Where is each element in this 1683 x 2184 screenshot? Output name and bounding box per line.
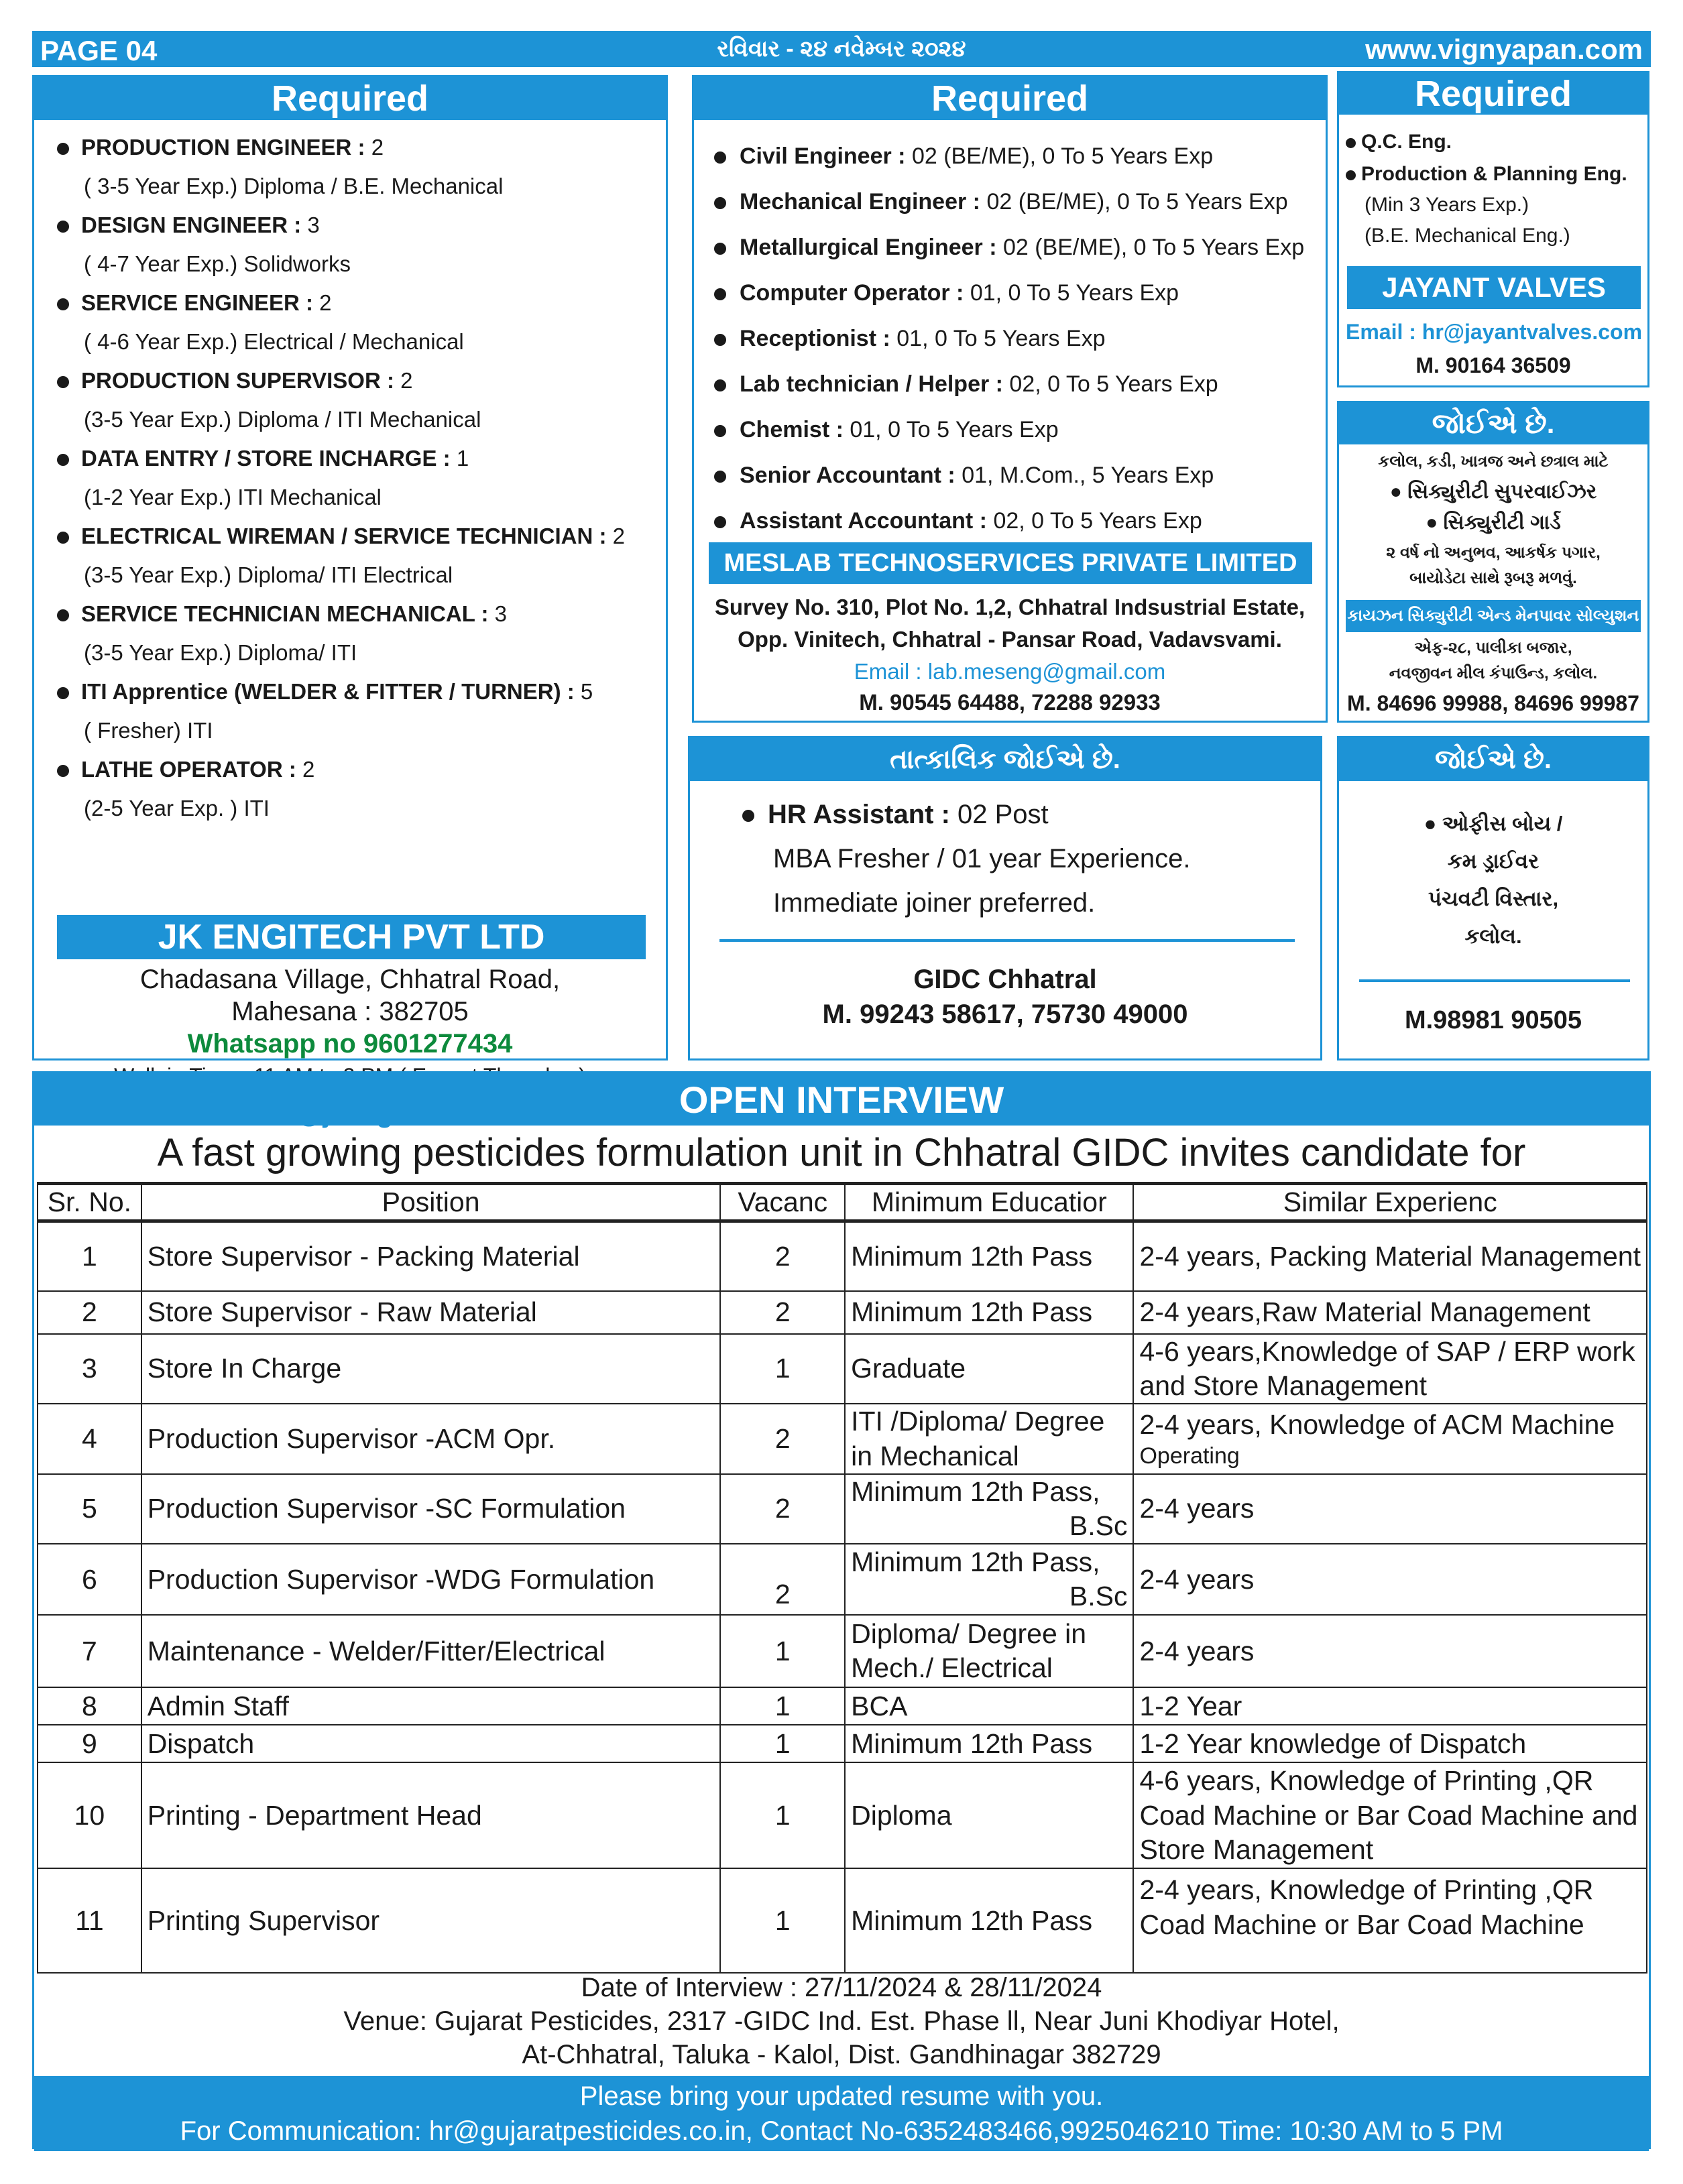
venue-line: Venue: Gujarat Pesticides, 2317 -GIDC Ind. Est. Phase ll, Near Juni Khodiyar Hotel,	[343, 2006, 1340, 2036]
position-cell: Admin Staff	[141, 1687, 721, 1725]
list-item: DESIGN ENGINEER : 3	[57, 206, 625, 245]
divider	[1359, 979, 1630, 982]
sr-cell: 7	[38, 1615, 141, 1687]
address-line: Opp. Vinitech, Chhatral - Pansar Road, Vadavsvami.	[738, 627, 1282, 652]
position-cell: Store Supervisor - Raw Material	[141, 1291, 721, 1334]
bullet-icon	[57, 376, 69, 388]
table-row	[38, 1868, 1647, 1973]
vacancy-table	[37, 1182, 1647, 1974]
bullet-icon	[714, 379, 726, 391]
company-name: કાયઝન સિક્યુરીટી એન્ડ મેનપાવર સોલ્યુશન	[1346, 600, 1641, 632]
bullet-icon	[57, 687, 69, 699]
resume-note: Please bring your updated resume with you.	[579, 2081, 1104, 2111]
sr-cell: 2	[38, 1291, 141, 1334]
education-cell: Diploma	[845, 1762, 1133, 1868]
ad-security-guard	[1337, 401, 1649, 723]
sr-cell: 3	[38, 1334, 141, 1404]
sr-cell: 10	[38, 1762, 141, 1868]
ad-jayant-valves	[1337, 71, 1649, 387]
text-line: કલોલ, કડી, ખાત્રજ અને છત્રાલ માટે	[1378, 452, 1609, 471]
table-row	[38, 1544, 1647, 1615]
list-item: Assistant Accountant : 02, 0 To 5 Years Exp	[714, 498, 1304, 544]
list-item-detail: ( Fresher) ITI	[84, 718, 213, 743]
location: GIDC Chhatral	[913, 965, 1097, 994]
list-item-detail: ( 3-5 Year Exp.) Diploma / B.E. Mechanical	[84, 174, 504, 198]
bullet-icon	[714, 334, 726, 346]
list-item: ● સિક્યુરીટી સુપરવાઈઝર	[1389, 481, 1597, 503]
vacancy-cell: 2	[720, 1474, 845, 1544]
text-line: ૨ વર્ષ નો અનુભવ, આકર્ષક પગાર,	[1386, 544, 1601, 562]
experience-cell: 2-4 years	[1133, 1615, 1647, 1687]
list-item: Computer Operator : 01, 0 To 5 Years Exp	[714, 270, 1304, 316]
list-item: LATHE OPERATOR : 2	[57, 750, 625, 789]
bullet-icon	[714, 243, 726, 255]
sr-cell: 9	[38, 1725, 141, 1762]
education-cell: Minimum 12th Pass	[845, 1725, 1133, 1762]
list-item: HR Assistant : 02 Post	[742, 800, 1049, 830]
mobile-number: M. 84696 99988, 84696 99987	[1347, 691, 1639, 715]
vacancy-cell: 2	[720, 1404, 845, 1474]
bullet-icon	[57, 454, 69, 466]
table-row	[38, 1291, 1647, 1334]
ad-title: જોઈએ છે.	[1339, 403, 1647, 444]
list-item: Senior Accountant : 01, M.Com., 5 Years Exp	[714, 452, 1304, 498]
education-cell: BCA	[845, 1687, 1133, 1725]
page-date: રવિવાર - ૨૪ નવેમ્બર ૨૦૨૪	[717, 36, 966, 62]
interview-date: Date of Interview : 27/11/2024 & 28/11/2024	[581, 1973, 1102, 2002]
ad-office-boy	[1337, 736, 1649, 1060]
position-cell: Dispatch	[141, 1725, 721, 1762]
address-line: નવજીવન મીલ કંપાઉન્ડ, કલોલ.	[1389, 664, 1598, 682]
sr-cell: 5	[38, 1474, 141, 1544]
column-header: Similar Experienc	[1133, 1184, 1647, 1221]
experience-cell: 1-2 Year knowledge of Dispatch	[1133, 1725, 1647, 1762]
list-item: ELECTRICAL WIREMAN / SERVICE TECHNICIAN : 2	[57, 517, 625, 556]
mobile-number: M. 90164 36509	[1415, 353, 1571, 377]
footer-bar	[34, 2076, 1649, 2151]
ad-title: Required	[694, 77, 1326, 120]
position-cell: Printing Supervisor	[141, 1868, 721, 1973]
address-line: Chadasana Village, Chhatral Road,	[139, 965, 561, 994]
vacancy-cell: 1	[720, 1334, 845, 1404]
position-cell: Production Supervisor -WDG Formulation	[141, 1544, 721, 1615]
ad-meslab	[692, 75, 1328, 723]
list-item: DATA ENTRY / STORE INCHARGE : 1	[57, 439, 625, 478]
position-cell: Maintenance - Welder/Fitter/Electrical	[141, 1615, 721, 1687]
bullet-icon	[742, 810, 754, 822]
list-item: Lab technician / Helper : 02, 0 To 5 Years Exp	[714, 361, 1304, 407]
text-line: બાયોડેટા સાથે રૂબરૂ મળવું.	[1409, 569, 1577, 587]
sr-cell: 6	[38, 1544, 141, 1615]
experience-cell: 4-6 years,Knowledge of SAP / ERP work and Store Management	[1133, 1334, 1647, 1404]
education-cell: Minimum 12th Pass	[845, 1868, 1133, 1973]
page-header-bar	[32, 31, 1651, 67]
venue-line: At-Chhatral, Taluka - Kalol, Dist. Gandhinagar 382729	[522, 2040, 1161, 2069]
ad-title: Required	[1339, 73, 1647, 115]
sr-cell: 11	[38, 1868, 141, 1973]
address-line: એફ-૨૮, પાલીકા બજાર,	[1414, 639, 1572, 657]
position-cell: Production Supervisor -SC Formulation	[141, 1474, 721, 1544]
column-header: Position	[141, 1184, 721, 1221]
experience-cell: 4-6 years, Knowledge of Printing ,QR Coad Machine or Bar Coad Machine and Store Management	[1133, 1762, 1647, 1868]
ad-title: તાત્કાલિક જોઈએ છે.	[690, 738, 1320, 781]
list-item-detail: (3-5 Year Exp.) Diploma / ITI Mechanical	[84, 407, 481, 432]
experience-cell: 2-4 years, Packing Material Management	[1133, 1221, 1647, 1291]
bullet-icon	[714, 288, 726, 300]
table-row	[38, 1404, 1647, 1474]
list-item: Q.C. Eng.	[1346, 131, 1452, 154]
intro-text: A fast growing pesticides formulation unit in Chhatral GIDC invites candidate for	[157, 1131, 1526, 1174]
vacancy-cell: 1	[720, 1725, 845, 1762]
list-item: Production & Planning Eng.	[1346, 163, 1627, 186]
experience-cell: 2-4 years,Raw Material Management	[1133, 1291, 1647, 1334]
education-cell: Diploma/ Degree in Mech./ Electrical	[845, 1615, 1133, 1687]
list-item: Chemist : 01, 0 To 5 Years Exp	[714, 407, 1304, 452]
list-item-detail: (3-5 Year Exp.) Diploma/ ITI Electrical	[84, 562, 453, 587]
ad-hr-assistant	[688, 736, 1322, 1060]
bullet-icon	[714, 425, 726, 437]
list-item: ● સિક્યુરીટી ગાર્ડ	[1426, 511, 1561, 534]
sr-cell: 4	[38, 1404, 141, 1474]
text-line: કલોલ.	[1464, 924, 1522, 948]
email-link[interactable]: Email : hr@jayantvalves.com	[1345, 320, 1643, 344]
whatsapp-number[interactable]: Whatsapp no 9601277434	[187, 1029, 513, 1058]
ad-open-interview	[32, 1071, 1651, 2149]
education-cell: Minimum 12th Pass	[845, 1221, 1133, 1291]
position-cell: Printing - Department Head	[141, 1762, 721, 1868]
email-link[interactable]: Email : lab.meseng@gmail.com	[854, 659, 1166, 684]
experience-cell: 2-4 years	[1133, 1544, 1647, 1615]
list-item: Civil Engineer : 02 (BE/ME), 0 To 5 Years Exp	[714, 133, 1304, 179]
list-item: ● ઓફીસ બોય /	[1424, 812, 1563, 835]
bullet-icon	[714, 471, 726, 483]
list-item-detail: (B.E. Mechanical Eng.)	[1365, 225, 1570, 247]
column-header: Sr. No.	[38, 1184, 141, 1221]
company-name: JAYANT VALVES	[1347, 266, 1641, 309]
education-cell: Minimum 12th Pass, B.Sc	[845, 1474, 1133, 1544]
ad-title: Required	[34, 77, 666, 120]
bullet-icon	[57, 609, 69, 621]
experience-cell: 2-4 years	[1133, 1474, 1647, 1544]
experience-cell: 2-4 years, Knowledge of ACM Machine Operating	[1133, 1404, 1647, 1474]
bullet-icon	[714, 151, 726, 164]
bullet-icon	[714, 516, 726, 528]
sr-cell: 8	[38, 1687, 141, 1725]
job-list	[57, 128, 625, 828]
company-name: MESLAB TECHNOSERVICES PRIVATE LIMITED	[709, 542, 1312, 584]
text-line: કમ ડ્રાઈવર	[1447, 849, 1540, 873]
experience-cell: 1-2 Year	[1133, 1687, 1647, 1725]
list-item: SERVICE TECHNICIAN MECHANICAL : 3	[57, 595, 625, 633]
list-item: ITI Apprentice (WELDER & FITTER / TURNER) : 5	[57, 672, 625, 711]
vacancy-cell: 2	[720, 1221, 845, 1291]
list-item-detail: (2-5 Year Exp. ) ITI	[84, 796, 270, 821]
mobile-number: M.98981 90505	[1404, 1006, 1582, 1034]
table-row	[38, 1474, 1647, 1544]
job-list	[714, 133, 1304, 544]
list-item: PRODUCTION ENGINEER : 2	[57, 128, 625, 167]
vacancy-cell: 2	[720, 1544, 845, 1615]
bullet-icon	[1346, 138, 1356, 148]
divider	[719, 939, 1295, 942]
vacancy-cell: 1	[720, 1762, 845, 1868]
list-item: Mechanical Engineer : 02 (BE/ME), 0 To 5 Years Exp	[714, 179, 1304, 225]
text-line: પંચવટી વિસ્તાર,	[1428, 887, 1559, 910]
list-item-detail: (1-2 Year Exp.) ITI Mechanical	[84, 485, 382, 509]
vacancy-cell: 1	[720, 1868, 845, 1973]
bullet-icon	[57, 143, 69, 155]
address-line: Survey No. 310, Plot No. 1,2, Chhatral Indsustrial Estate,	[714, 595, 1305, 619]
bullet-icon	[57, 298, 69, 310]
bullet-icon	[57, 765, 69, 777]
education-cell: Graduate	[845, 1334, 1133, 1404]
company-name: JK ENGITECH PVT LTD	[57, 915, 646, 959]
mobile-number: M. 99243 58617, 75730 49000	[822, 999, 1188, 1029]
list-item: Metallurgical Engineer : 02 (BE/ME), 0 To 5 Years Exp	[714, 225, 1304, 270]
list-item: Receptionist : 01, 0 To 5 Years Exp	[714, 316, 1304, 361]
table-row	[38, 1221, 1647, 1291]
ad-jk-engitech	[32, 75, 668, 1060]
page-number: PAGE 04	[40, 35, 158, 66]
experience-cell: 2-4 years, Knowledge of Printing ,QR Coad Machine or Bar Coad Machine	[1133, 1868, 1647, 1973]
sr-cell: 1	[38, 1221, 141, 1291]
vacancy-cell: 1	[720, 1615, 845, 1687]
ad-title: જોઈએ છે.	[1339, 738, 1647, 781]
mobile-number: M. 90545 64488, 72288 92933	[859, 690, 1161, 715]
list-item-detail: (Min 3 Years Exp.)	[1365, 194, 1529, 216]
ad-title: OPEN INTERVIEW	[34, 1073, 1649, 1126]
bullet-icon	[57, 221, 69, 233]
text-line: MBA Fresher / 01 year Experience.	[773, 844, 1191, 873]
position-cell: Store In Charge	[141, 1334, 721, 1404]
table-row	[38, 1762, 1647, 1868]
table-row	[38, 1615, 1647, 1687]
table-header-row	[38, 1184, 1647, 1221]
column-header: Vacanc	[720, 1184, 845, 1221]
list-item: SERVICE ENGINEER : 2	[57, 284, 625, 322]
position-cell: Store Supervisor - Packing Material	[141, 1221, 721, 1291]
table-row	[38, 1725, 1647, 1762]
list-item-detail: ( 4-6 Year Exp.) Electrical / Mechanical	[84, 329, 464, 354]
column-header: Minimum Educatior	[845, 1184, 1133, 1221]
vacancy-cell: 1	[720, 1687, 845, 1725]
website-link[interactable]: www.vignyapan.com	[1365, 34, 1643, 65]
bullet-icon	[57, 532, 69, 544]
text-line: Immediate joiner preferred.	[773, 888, 1096, 918]
position-cell: Production Supervisor -ACM Opr.	[141, 1404, 721, 1474]
contact-line[interactable]: For Communication: hr@gujaratpesticides.co.in, Contact No-6352483466,9925046210 Time: 10:30 AM to 5 PM	[180, 2116, 1503, 2146]
bullet-icon	[1346, 170, 1356, 180]
list-item: PRODUCTION SUPERVISOR : 2	[57, 361, 625, 400]
education-cell: Minimum 12th Pass	[845, 1291, 1133, 1334]
list-item-detail: ( 4-7 Year Exp.) Solidworks	[84, 251, 351, 276]
table-row	[38, 1687, 1647, 1725]
table-row	[38, 1334, 1647, 1404]
education-cell: ITI /Diploma/ Degree in Mechanical	[845, 1404, 1133, 1474]
list-item-detail: (3-5 Year Exp.) Diploma/ ITI	[84, 640, 357, 665]
education-cell: Minimum 12th Pass, B.Sc	[845, 1544, 1133, 1615]
bullet-icon	[714, 197, 726, 209]
address-line: Mahesana : 382705	[231, 997, 469, 1026]
vacancy-cell: 2	[720, 1291, 845, 1334]
